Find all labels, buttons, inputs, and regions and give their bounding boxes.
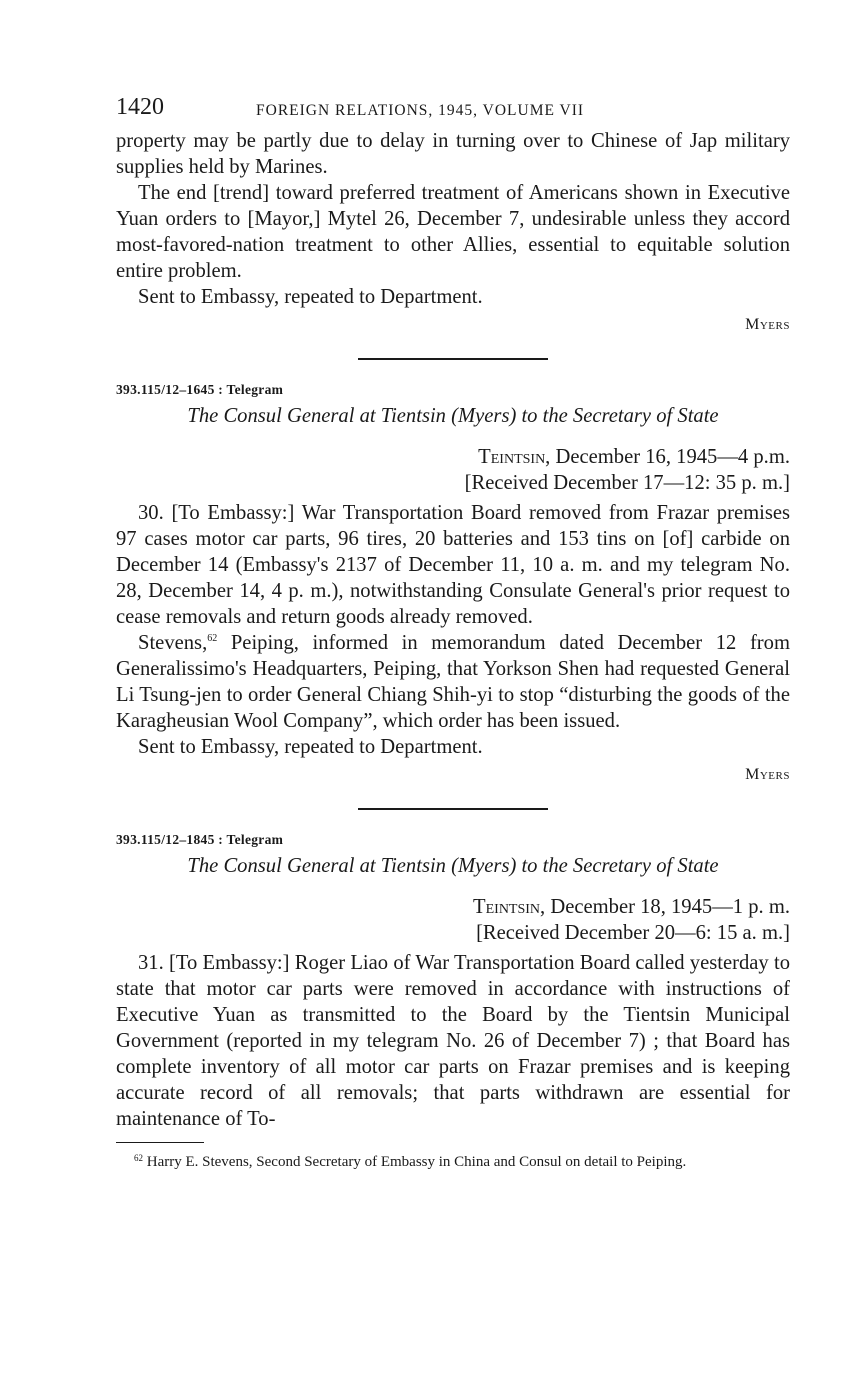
document-title-1: The Consul General at Tientsin (Myers) to the Secretary of State [187, 405, 719, 427]
dateline-2 [116, 894, 790, 946]
date-2: December 18, 1945—1 p. m. [550, 896, 790, 918]
section-divider-2 [358, 808, 548, 810]
paragraph-31: 31. [To Embassy:] Roger Liao of War Transportation Board called yesterday to state that motor car parts were removed in accordance with instructions of Executive Yuan as transmitted to the Board by the Tientsin Municipal Government (reported in my telegram No. 26 of December 7) ; that Board has complete inventory of all motor car parts on Frazar premises and is keeping accurate record of all removals; that parts withdrawn are essential for maintenance of To- [116, 952, 790, 1130]
dateline-1 [116, 444, 790, 496]
running-head: FOREIGN RELATIONS, 1945, VOLUME VII [256, 102, 585, 119]
document-title-2: The Consul General at Tientsin (Myers) to the Secretary of State [187, 855, 719, 877]
paragraph-trend: The end [trend] toward preferred treatment of Americans shown in Executive Yuan orders to [Mayor,] Mytel 26, December 7, undesirable unless they accord most-favored-nation treatment to other Allies, essential to equitable solution entire problem. [116, 182, 790, 282]
section-divider-1 [358, 358, 548, 360]
footnote-text: Harry E. Stevens, Second Secretary of Embassy in China and Consul on detail to Peiping. [146, 1154, 687, 1170]
place-name-1: Teintsin, [478, 446, 551, 468]
place-name-2: Teintsin, [473, 896, 546, 918]
paragraph-stevens [116, 630, 790, 734]
paragraph-30: 30. [To Embassy:] War Transportation Board removed from Frazar premises 97 cases motor car parts, 96 tires, 20 batteries and 153 tins on [of] carbide on December 14 (Embassy's 2137 of December 11, 10 a. m. and my telegram No. 28, December 14, 4 p. m.), notwithstanding Consulate General's prior request to cease removals and return goods already removed. [116, 502, 790, 628]
footnote-62 [116, 1149, 790, 1171]
stevens-name: Stevens, [138, 632, 208, 654]
received-2: [Received December 20—6: 15 a. m.] [476, 922, 790, 944]
footnote-marker: 62 [134, 1153, 143, 1163]
received-1: [Received December 17—12: 35 p. m.] [464, 472, 790, 494]
document-page [116, 94, 790, 1171]
page-number: 1420 [116, 94, 164, 120]
footnote-ref-62: 62 [207, 633, 218, 644]
stevens-text: Peiping, informed in memorandum dated December 12 from Generalissimo's Headquarters, Peiping, that Yorkson Shen had requested General Li Tsung-jen to order General Chiang Shih-yi to stop “disturbing the goods of the Karagheusian Wool Company”, which order has been issued. [116, 632, 790, 732]
paragraph-sent-1: Sent to Embassy, repeated to Department. [138, 286, 483, 308]
paragraph-continuation: property may be partly due to delay in turning over to Chinese of Jap military supplies held by Marines. [116, 130, 790, 178]
page-header [116, 94, 790, 128]
document-reference-1: 393.115/12–1645 : Telegram [116, 382, 284, 397]
signature-myers-1: Myers [745, 316, 790, 333]
signature-myers-2: Myers [745, 766, 790, 783]
paragraph-sent-2: Sent to Embassy, repeated to Department. [138, 736, 483, 758]
date-1: December 16, 1945—4 p.m. [555, 446, 790, 468]
document-reference-2: 393.115/12–1845 : Telegram [116, 832, 284, 847]
footnote-rule [116, 1142, 204, 1143]
